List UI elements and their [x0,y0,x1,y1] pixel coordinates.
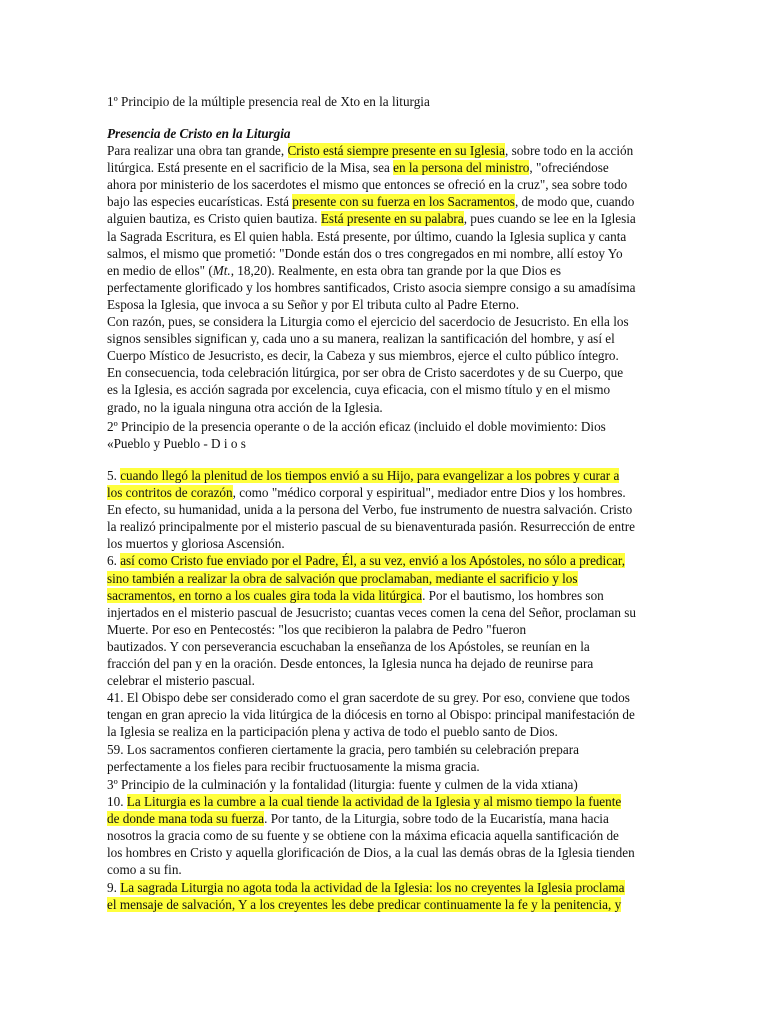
text-segment: «Pueblo y Pueblo - D i o s [107,436,246,452]
principle-2-heading [107,418,655,452]
text-segment: 10. [107,794,127,810]
text-segment: 2º Principio de la presencia operante o de la acción eficaz (incluido el doble movimiento: Dios [107,419,606,434]
text-segment: ahora por ministerio de los sacerdotes el mismo que entonces se ofreció en la cruz", sea sobre todo [107,177,628,193]
text-line [107,844,655,861]
text-line [107,435,655,452]
text-line [107,621,655,638]
text-line [107,587,655,604]
text-segment: En efecto, su humanidad, unida a la persona del Verbo, fue instrumento de nuestra salvación. Cristo [107,502,633,518]
highlighted-text: en la persona del ministro [393,160,530,176]
text-line [107,896,655,913]
text-line [107,467,655,484]
presence-section [107,125,655,416]
text-line [107,176,655,193]
highlighted-text: sacramentos, en torno a los cuales gira toda la vida litúrgica [107,587,423,603]
highlighted-text: sino también a realizar la obra de salvación que proclamaban, mediante el sacrificio y los [107,570,578,586]
highlighted-text: los contritos de corazón [107,485,233,501]
text-line [107,501,655,518]
text-segment: perfectamente glorificado y los hombres santificados, Cristo asocia siempre consigo a su amadísima [107,279,636,295]
text-segment: 6. [107,553,121,569]
text-segment: . Por tanto, de la Liturgia, sobre todo de la Eucaristía, mana hacia [264,811,609,827]
text-segment: la realizó principalmente por el misterio pascual de su bienaventurada pasión. Resurrección de entre [107,519,636,535]
citation-text: Mt. [212,262,231,278]
text-segment: los muertos y gloriosa Ascensión. [107,536,285,552]
text-segment: es la Iglesia, es acción sagrada por excelencia, cuya eficacia, con el mismo título y en el mismo [107,382,611,398]
text-segment: , como "médico corporal y espiritual", mediador entre Dios y los hombres. [232,485,626,501]
text-segment: litúrgica. Está presente en el sacrificio de la Misa, sea [107,160,394,176]
text-segment: como a su fin. [107,862,182,878]
paragraph-lines [107,142,655,416]
text-line [107,518,655,535]
text-segment: 41. El Obispo debe ser considerado como el gran sacerdote de su grey. Por eso, conviene que todos [107,690,630,706]
highlighted-text: cuando llegó la plenitud de los tiempos envió a su Hijo, para evangelizar a los pobres y curar a [120,468,620,483]
text-line [107,535,655,552]
text-segment: celebrar el misterio pascual. [107,673,255,689]
text-line [107,776,655,793]
text-segment: bajo las especies eucarísticas. Está [107,194,293,210]
highlighted-text: La Liturgia es la cumbre a la cual tiende la actividad de la Iglesia y al mismo tiempo la fuente [126,794,622,810]
text-segment: fracción del pan y en la oración. Desde entonces, la Iglesia nunca ha dejado de reunirse para [107,656,594,672]
text-segment: Para realizar una obra tan grande, [107,143,288,159]
text-line [107,638,655,655]
text-segment: 3º Principio de la culminación y la fontalidad (liturgia: fuente y culmen de la vida xtiana) [107,777,578,792]
text-line [107,330,655,347]
text-segment: Muerte. Por eso en Pentecostés: "los que recibieron la palabra de Pedro "fueron [107,621,527,637]
text-segment: la Iglesia se realiza en la participación plena y activa de todo el pueblo santo de Dios. [107,724,558,740]
text-line [107,570,655,587]
text-segment: salmos, el mismo que prometió: "Donde están dos o tres congregados en mi nombre, allí estoy Yo [107,245,623,261]
text-segment: En consecuencia, toda celebración litúrgica, por ser obra de Cristo sacerdotes y de su Cuerpo, que [107,365,624,381]
text-line [107,210,655,227]
text-segment: en medio de ellos" ( [107,262,213,278]
text-segment: grado, no la iguala ninguna otra acción de la Iglesia. [107,399,383,415]
text-line [107,296,655,313]
heading-line: 1º Principio de la múltiple presencia real de Xto en la liturgia [107,94,430,109]
text-line [107,793,655,810]
highlighted-text: La sagrada Liturgia no agota toda la actividad de la Iglesia: los no creyentes la Iglesia proclama [120,879,625,895]
text-line [107,689,655,706]
text-line [107,552,655,569]
text-line [107,741,655,758]
heading-lines [107,418,655,452]
principle-2-body [107,467,655,775]
text-line [107,245,655,262]
text-line [107,723,655,740]
principle-3-section [107,776,655,913]
text-line [107,672,655,689]
highlighted-text: presente con su fuerza en los Sacramentos [292,194,515,210]
highlighted-text: el mensaje de salvación, Y a los creyentes les debe predicar continuamente la fe y la penitencia, y [107,896,622,912]
highlighted-text: Cristo está siempre presente en su Iglesia [287,143,506,159]
text-line [107,418,655,435]
text-segment: , 18,20). Realmente, en esta obra tan grande por la que Dios es [230,262,561,278]
highlighted-text: de donde mana toda su fuerza [107,811,265,827]
text-segment: , de modo que, cuando [514,194,635,210]
text-segment: , "ofreciéndose [529,160,609,176]
text-segment: signos sensibles significan y, cada uno a su manera, realizan la santificación del hombre, y así el [107,331,615,347]
text-segment: Con razón, pues, se considera la Liturgia como el ejercicio del sacerdocio de Jesucristo. En ella los [107,314,629,330]
paragraph-lines [107,776,655,913]
text-line [107,279,655,296]
text-line [107,193,655,210]
text-segment: tengan en gran aprecio la vida litúrgica de la diócesis en torno al Obispo: principal manifestación de [107,707,635,723]
text-segment: Esposa la Iglesia, que invoca a su Señor y por El tributa culto al Padre Eterno. [107,296,519,312]
text-segment: los hombres en Cristo y aquella glorificación de Dios, a la cual las demás obras de la Iglesia tienden [107,845,635,861]
text-segment: injertados en el misterio pascual de Jesucristo; cuantas veces comen la cena del Señor, proclaman su [107,604,636,620]
text-segment: , sobre todo en la acción [505,143,634,159]
text-line [107,706,655,723]
text-line [107,228,655,245]
highlighted-text: así como Cristo fue enviado por el Padre, Él, a su vez, envió a los Apóstoles, no sólo a predicar, [120,553,626,569]
text-segment: Cuerpo Místico de Jesucristo, es decir, la Cabeza y sus miembros, ejerce el culto público íntegro. [107,348,619,364]
text-line [107,313,655,330]
text-line [107,159,655,176]
text-line [107,655,655,672]
text-segment: 9. [107,879,121,895]
text-segment: alguien bautiza, es Cristo quien bautiza. [107,211,321,227]
text-line [107,262,655,279]
text-segment: la Sagrada Escritura, es El quien habla. Está presente, por último, cuando la Iglesia suplica y canta [107,228,627,244]
text-line [107,827,655,844]
paragraph-lines [107,467,655,775]
principle-1-heading [107,93,655,110]
text-segment: , pues cuando se lee en la Iglesia [463,211,636,227]
text-line [107,399,655,416]
text-line [107,861,655,878]
text-line [107,484,655,501]
text-line [107,604,655,621]
text-line [107,347,655,364]
text-line [107,364,655,381]
text-segment: bautizados. Y con perseverancia escuchaban la enseñanza de los Apóstoles, se reunían en la [107,638,590,654]
text-segment: perfectamente a los fieles para recibir fructuosamente la misma gracia. [107,758,480,774]
text-line [107,810,655,827]
highlighted-text: Está presente en su palabra [320,211,464,227]
text-line [107,879,655,896]
text-line [107,142,655,159]
text-line [107,381,655,398]
text-segment: nosotros la gracia como de su fuente y se obtiene con la máxima eficacia aquella santificación de [107,828,619,844]
text-line [107,758,655,775]
text-segment: 59. Los sacramentos confieren ciertamente la gracia, pero también su celebración prepara [107,741,579,757]
text-segment: 5. [107,468,121,483]
section-title: Presencia de Cristo en la Liturgia [107,126,291,141]
text-segment: . Por el bautismo, los hombres son [422,587,604,603]
